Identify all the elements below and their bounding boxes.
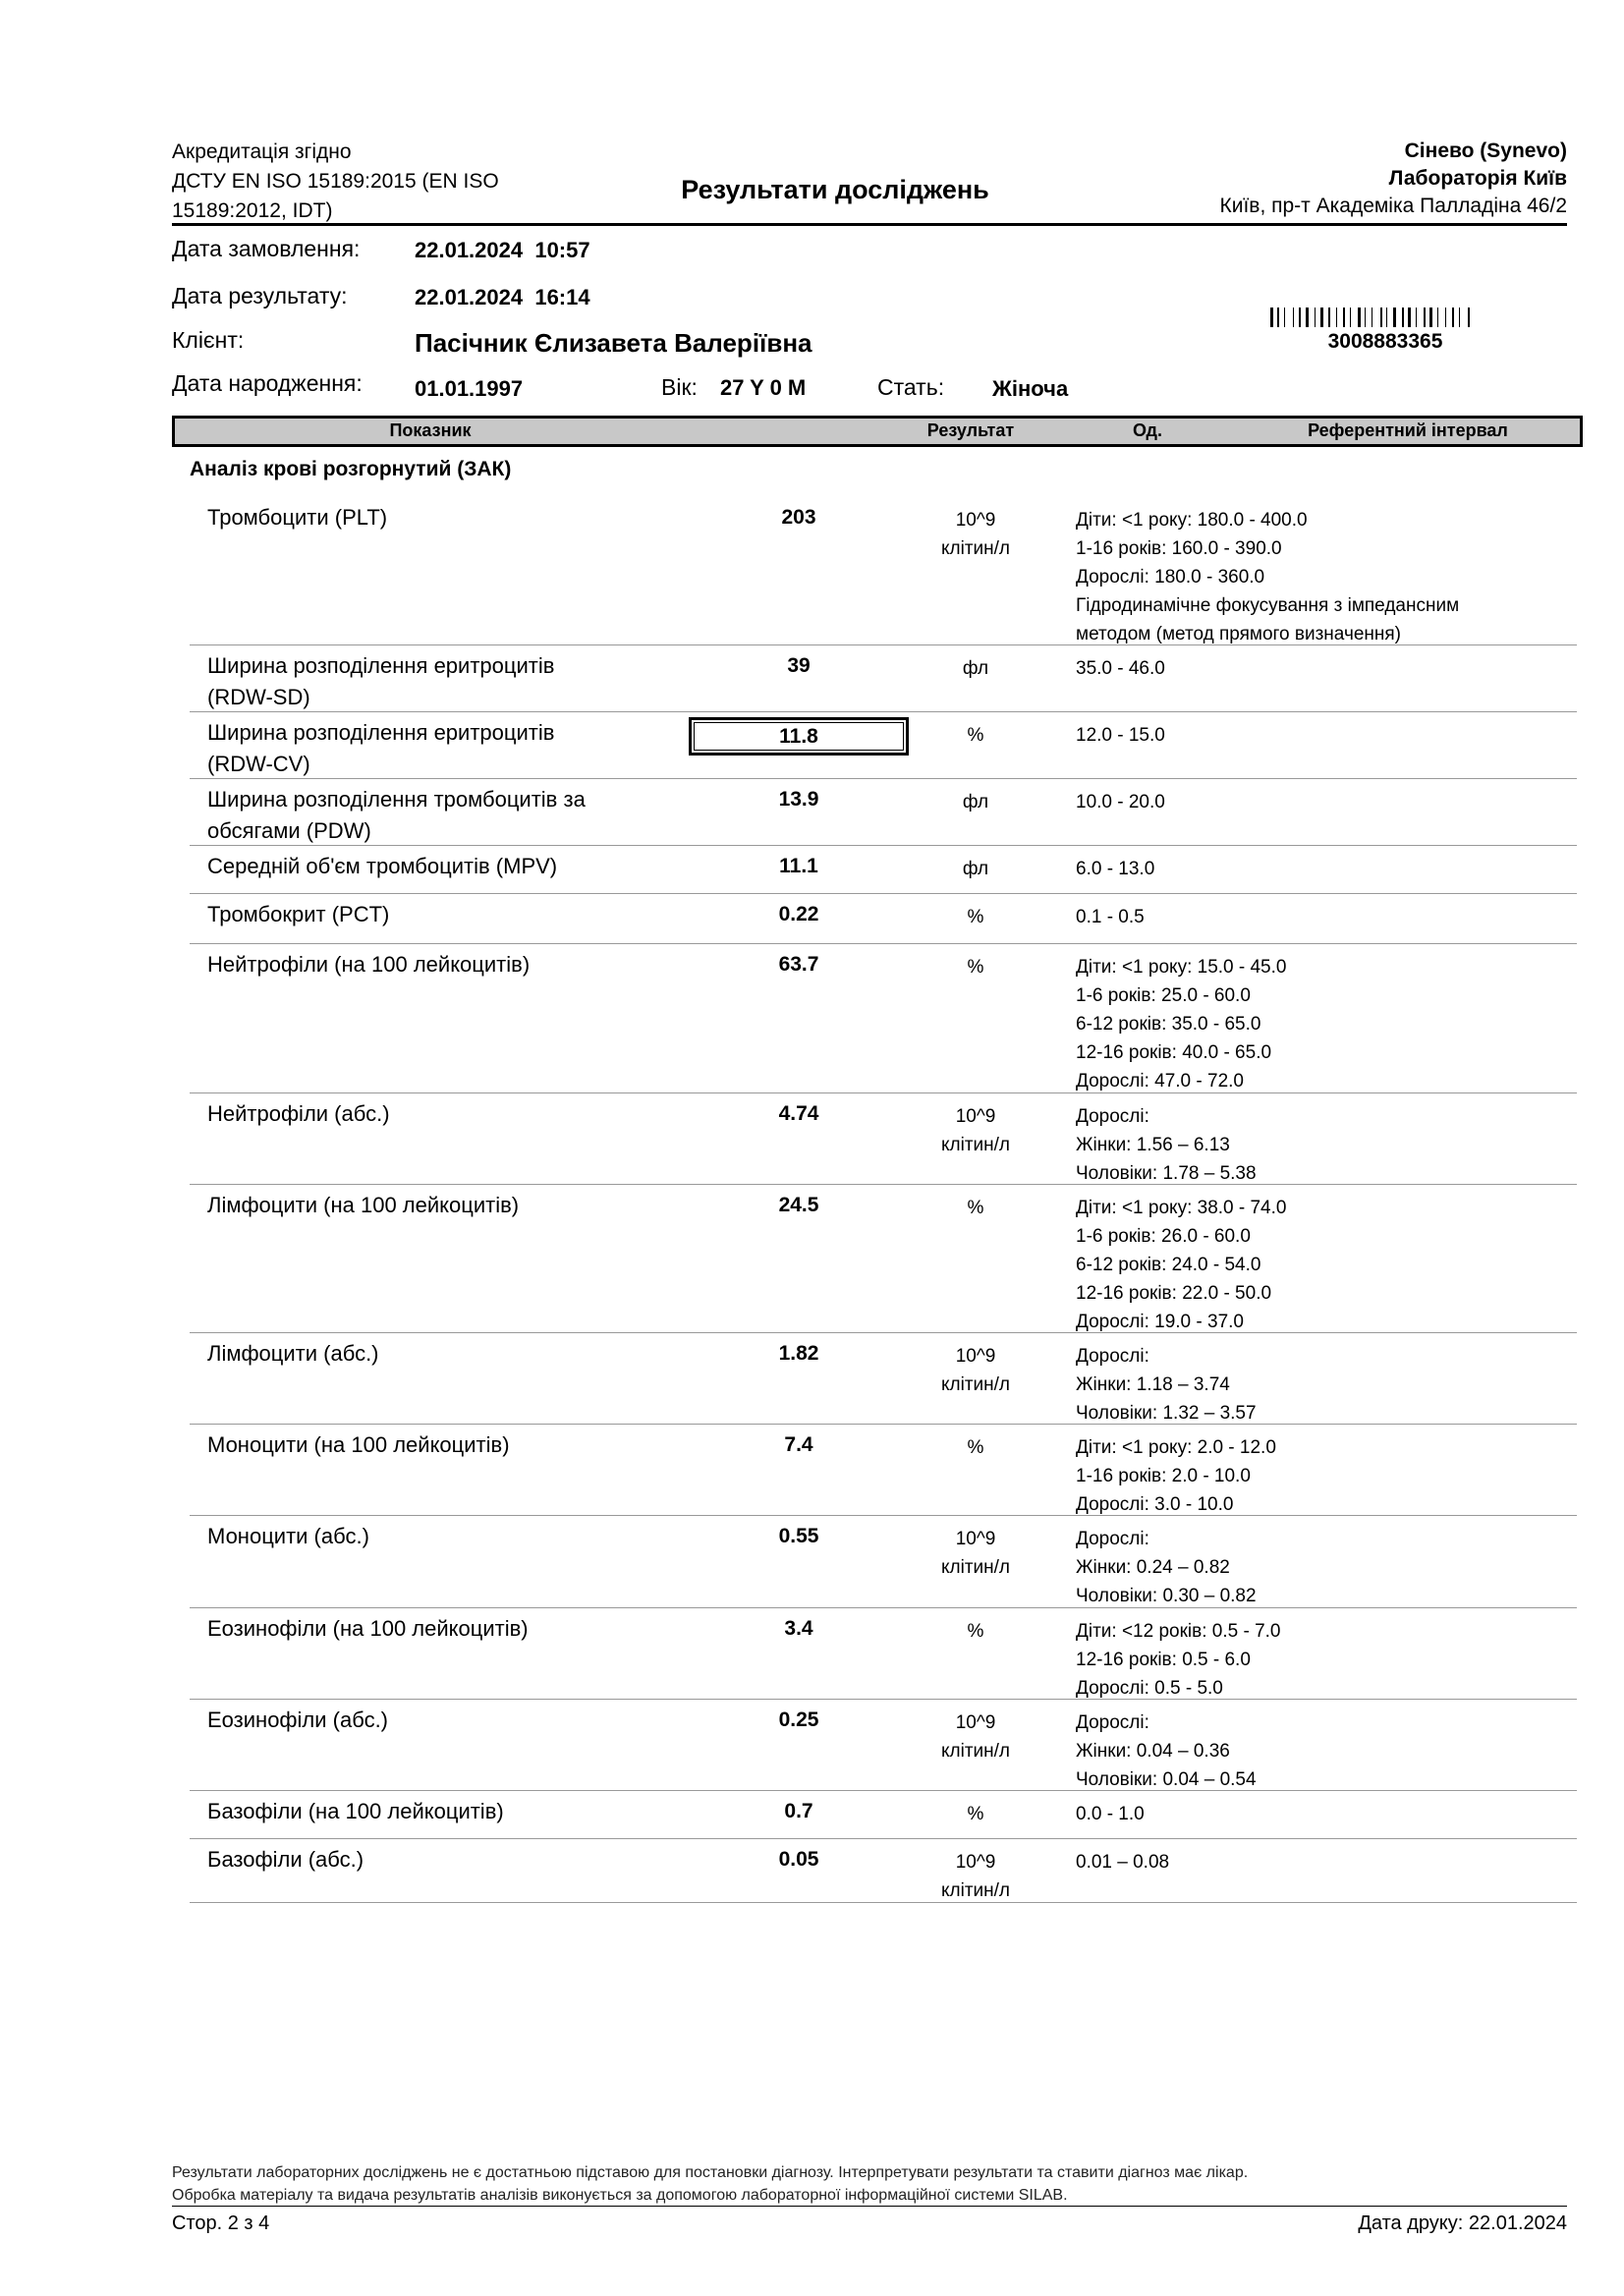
system-note: Обробка матеріалу та видача результатів аналізів виконується за допомогою лабораторної інформаційної системи SILAB.: [172, 2187, 1068, 2204]
barcode-bar: [1311, 308, 1312, 327]
barcode-bar: [1435, 308, 1436, 327]
result-value: 3.4: [784, 1617, 813, 1640]
barcode-bar: [1287, 308, 1290, 327]
barcode-bar: [1468, 308, 1470, 327]
indicator-name: Нейтрофіли (на 100 лейкоцитів): [207, 952, 531, 977]
barcode-bar: [1362, 308, 1363, 327]
unit: фл: [962, 859, 989, 879]
indicator-name: Ширина розподілення еритроцитів (RDW-SD): [207, 653, 555, 709]
table-row: [190, 711, 1577, 779]
column-reference: Референтний інтервал: [1308, 420, 1508, 440]
table-row: [190, 1332, 1577, 1425]
column-indicator: Показник: [389, 420, 472, 440]
lab-name: Сінево (Synevo): [1404, 140, 1567, 162]
unit: %: [967, 1437, 984, 1458]
barcode-bar: [1277, 308, 1279, 327]
table-row: [190, 496, 1577, 645]
barcode-bar: [1386, 308, 1387, 327]
barcode-bar: [1295, 308, 1297, 327]
section-title: Аналіз крові розгорнутий (ЗАК): [190, 458, 512, 480]
unit: фл: [962, 792, 989, 812]
unit: %: [967, 725, 984, 746]
disclaimer: Результати лабораторних досліджень не є достатньою підставою для постановки діагнозу. Інтерпретувати результати та ставити діагноз має лікар.: [172, 2164, 1249, 2181]
indicator-name: Нейтрофіли (абс.): [207, 1101, 390, 1126]
indicator-name: Еозинофіли (на 100 лейкоцитів): [207, 1616, 529, 1641]
result-value: 13.9: [778, 788, 819, 811]
reference-interval: 0.1 - 0.5: [1076, 907, 1145, 927]
barcode-bar: [1424, 308, 1426, 327]
table-row: [190, 1699, 1577, 1791]
result-value: 4.74: [778, 1102, 819, 1125]
reference-interval: Діти: <1 року: 15.0 - 45.0 1-6 років: 25.0 - 60.0 6-12 років: 35.0 - 65.0 12-16 років: 40.0 - 65.0 Дорослі: 47.0 - 72.0: [1076, 957, 1287, 1092]
barcode-bar: [1315, 308, 1316, 327]
reference-interval: Дорослі: Жінки: 0.24 – 0.82 Чоловіки: 0.30 – 0.82: [1076, 1529, 1257, 1606]
barcode-bar: [1398, 308, 1399, 327]
reference-interval: 35.0 - 46.0: [1076, 658, 1165, 679]
result-value: 24.5: [778, 1194, 819, 1216]
result-value: 39: [787, 654, 811, 677]
barcode-bar: [1429, 308, 1432, 327]
result-value: 63.7: [778, 953, 819, 976]
barcode-bar: [1369, 308, 1371, 327]
barcode-bar: [1304, 308, 1305, 327]
indicator-name: Лімфоцити (абс.): [207, 1341, 379, 1366]
indicator-name: Ширина розподілення еритроцитів (RDW-CV): [207, 720, 555, 776]
reference-interval: 0.0 - 1.0: [1076, 1804, 1145, 1824]
unit: 10^9 клітин/л: [940, 1529, 1010, 1578]
barcode: [1270, 308, 1506, 327]
barcode-bar: [1427, 308, 1428, 327]
barcode-bar: [1419, 308, 1421, 327]
table-row: [190, 1515, 1577, 1608]
table-row: [190, 1607, 1577, 1700]
result-value: 0.22: [778, 903, 819, 925]
reference-interval: 0.01 – 0.08: [1076, 1852, 1170, 1873]
dob: 01.01.1997: [415, 376, 524, 401]
column-result: Результат: [926, 420, 1015, 440]
barcode-bar: [1445, 308, 1446, 327]
accreditation-line: Акредитація згідно: [172, 140, 352, 163]
barcode-bar: [1405, 308, 1406, 327]
client-label: Клієнт:: [172, 327, 245, 353]
table-row: [190, 1838, 1577, 1903]
result-value: 203: [781, 506, 816, 529]
unit: 10^9 клітин/л: [940, 510, 1010, 559]
table-row: [190, 1092, 1577, 1185]
barcode-bar: [1338, 308, 1341, 327]
table-row: [190, 1424, 1577, 1516]
barcode-bar: [1284, 308, 1285, 327]
indicator-name: Тромбоцити (PLT): [207, 505, 388, 530]
order-date-label: Дата замовлення:: [172, 236, 361, 261]
sex-label: Стать:: [877, 374, 945, 400]
barcode-bar: [1343, 308, 1345, 327]
barcode-bar: [1365, 308, 1366, 327]
page-number: Стор. 2 з 4: [172, 2212, 270, 2234]
client-name: Пасічник Єлизавета Валеріївна: [415, 328, 812, 358]
indicator-name: Тромбокрит (PCT): [207, 902, 390, 926]
indicator-name: Базофіли (на 100 лейкоцитів): [207, 1799, 504, 1823]
barcode-bar: [1320, 308, 1323, 327]
reference-interval: Дорослі: Жінки: 1.18 – 3.74 Чоловіки: 1.32 – 3.57: [1076, 1346, 1257, 1424]
reference-interval: Діти: <1 року: 2.0 - 12.0 1-16 років: 2.0 - 10.0 Дорослі: 3.0 - 10.0: [1076, 1437, 1276, 1515]
barcode-number: 3008883365: [1327, 330, 1443, 353]
reference-interval: Діти: <1 року: 180.0 - 400.0 1-16 років: 160.0 - 390.0 Дорослі: 180.0 - 360.0 Гідродинамічне фокусування з імпедансним методом (метод прямого визначення): [1076, 510, 1460, 644]
table-row: [190, 778, 1577, 846]
result-value: 1.82: [778, 1342, 819, 1365]
barcode-bar: [1350, 308, 1351, 327]
barcode-bar: [1457, 308, 1458, 327]
barcode-bar: [1383, 308, 1384, 327]
barcode-bar: [1393, 308, 1396, 327]
barcode-bar: [1471, 308, 1472, 327]
indicator-name: Ширина розподілення тромбоцитів за обсягами (PDW): [207, 787, 586, 843]
barcode-bar: [1353, 308, 1355, 327]
barcode-bar: [1282, 308, 1283, 327]
column-unit: Од.: [1133, 420, 1162, 440]
barcode-bar: [1348, 308, 1349, 327]
barcode-bar: [1274, 308, 1275, 327]
table-row: [190, 943, 1577, 1093]
sex: Жіноча: [992, 376, 1069, 401]
result-date-label: Дата результату:: [172, 283, 348, 308]
barcode-bar: [1414, 308, 1415, 327]
result-value: 11.8: [689, 717, 909, 756]
reference-interval: 6.0 - 13.0: [1076, 859, 1155, 879]
barcode-bar: [1459, 308, 1460, 327]
accreditation-line: 15189:2012, IDT): [172, 199, 333, 222]
age: 27 Y 0 M: [720, 375, 807, 400]
barcode-bar: [1408, 308, 1411, 327]
header-divider: [172, 223, 1567, 226]
lab-branch: Лабораторія Київ: [1388, 167, 1567, 190]
result-value: 11.1: [779, 855, 818, 877]
unit: %: [967, 957, 984, 978]
indicator-name: Лімфоцити (на 100 лейкоцитів): [207, 1193, 520, 1217]
lab-address: Київ, пр-т Академіка Палладіна 46/2: [1219, 195, 1567, 217]
result-date: 22.01.2024 16:14: [415, 285, 590, 309]
result-value: 0.25: [778, 1708, 819, 1731]
barcode-bar: [1332, 308, 1333, 327]
table-row: [190, 893, 1577, 944]
results-table-header: [172, 416, 1583, 447]
result-value: 0.7: [784, 1800, 813, 1822]
unit: фл: [962, 658, 989, 679]
result-value: 0.55: [778, 1525, 819, 1547]
lab-info: [1219, 138, 1567, 220]
barcode-bar: [1293, 308, 1294, 327]
barcode-bar: [1440, 308, 1442, 327]
order-date: 22.01.2024 10:57: [415, 238, 590, 262]
table-row: [190, 1184, 1577, 1333]
barcode-bar: [1326, 308, 1327, 327]
indicator-name: Моноцити (абс.): [207, 1524, 369, 1548]
barcode-bar: [1270, 308, 1273, 327]
barcode-bar: [1416, 308, 1417, 327]
barcode-bar: [1328, 308, 1330, 327]
unit: 10^9 клітин/л: [940, 1712, 1010, 1762]
reference-interval: 12.0 - 15.0: [1076, 725, 1165, 746]
reference-interval: Дорослі: Жінки: 0.04 – 0.36 Чоловіки: 0.04 – 0.54: [1076, 1712, 1257, 1790]
accreditation-line: ДСТУ EN ISO 15189:2015 (EN ISO: [172, 170, 499, 193]
indicator-name: Базофіли (абс.): [207, 1847, 364, 1872]
barcode-bar: [1447, 308, 1450, 327]
unit: %: [967, 1804, 984, 1824]
print-date: Дата друку: 22.01.2024: [1358, 2212, 1567, 2234]
barcode-bar: [1462, 308, 1465, 327]
barcode-bar: [1306, 308, 1309, 327]
reference-interval: Діти: <12 років: 0.5 - 7.0 12-16 років: 0.5 - 6.0 Дорослі: 0.5 - 5.0: [1076, 1621, 1281, 1699]
page-title: Результати досліджень: [681, 175, 989, 204]
barcode-bar: [1374, 308, 1377, 327]
indicator-name: Моноцити (на 100 лейкоцитів): [207, 1432, 510, 1457]
barcode-bar: [1380, 308, 1382, 327]
reference-interval: Дорослі: Жінки: 1.56 – 6.13 Чоловіки: 1.78 – 5.38: [1076, 1106, 1257, 1184]
result-value: 7.4: [784, 1433, 813, 1456]
result-value: 0.05: [778, 1848, 819, 1871]
table-row: [190, 1790, 1577, 1839]
barcode-bar: [1402, 308, 1404, 327]
footer-divider: [172, 2206, 1567, 2207]
barcode-bar: [1358, 308, 1361, 327]
reference-interval: Діти: <1 року: 38.0 - 74.0 1-6 років: 26.0 - 60.0 6-12 років: 24.0 - 54.0 12-16 років: 22.0 - 50.0 Дорослі: 19.0 - 37.0: [1076, 1198, 1287, 1332]
age-label: Вік:: [661, 374, 698, 400]
reference-interval: 10.0 - 20.0: [1076, 792, 1165, 812]
unit: 10^9 клітин/л: [940, 1346, 1010, 1395]
barcode-bar: [1336, 308, 1337, 327]
barcode-bar: [1390, 308, 1392, 327]
barcode-bar: [1452, 308, 1454, 327]
unit: 10^9 клітин/л: [940, 1106, 1010, 1155]
indicator-name: Еозинофіли (абс.): [207, 1708, 389, 1732]
barcode-bar: [1437, 308, 1438, 327]
unit: 10^9 клітин/л: [940, 1852, 1010, 1901]
accreditation-text: [172, 138, 565, 226]
unit: %: [967, 1621, 984, 1642]
dob-label: Дата народження:: [172, 370, 363, 396]
barcode-bar: [1299, 308, 1301, 327]
table-row: [190, 845, 1577, 894]
unit: %: [967, 907, 984, 927]
table-row: [190, 644, 1577, 712]
unit: %: [967, 1198, 984, 1218]
barcode-bar: [1316, 308, 1318, 327]
indicator-name: Середній об'єм тромбоцитів (MPV): [207, 854, 558, 878]
